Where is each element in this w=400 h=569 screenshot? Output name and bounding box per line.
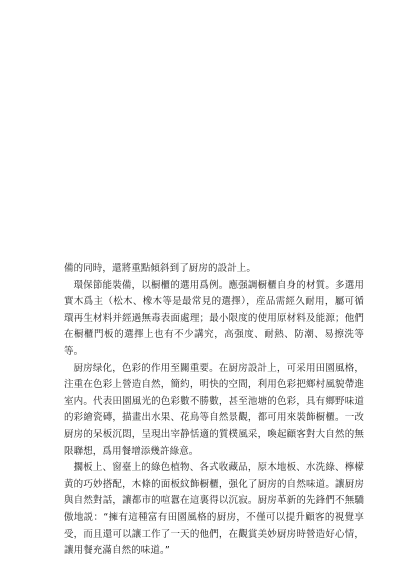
paragraph-kitchen-greening: 厨房绿化，色彩的作用至關重要。在厨房設計上，可采用田園風格，注重在色彩上營造自然，簡約，明快的空間，利用色彩把鄉村風貌帶進室内。代表田園風光的色彩數不勝數，甚至池塘的色彩，具有鄉野味道的彩繪瓷磚，描畫出水果、花鳥等自然景觀，都可用來裝飾橱櫃。一改厨房的呆板沉悶，呈現出宰静恬適的質樸風采，喚起顧客對大自然的無限聯想，爲用餐增添幾許綠意。: [64, 362, 364, 457]
paragraph-eco-cabinets: 環保節能裝備，以橱櫃的選用爲例。應强調橱櫃自身的材質。多選用實木爲主（松木、橡木等是最常見的選擇），産品需經久耐用，屬可循環再生材料并經過無毒表面處理；最小限度的使用原材料及能源；他們在橱櫃門板的選擇上也有不少講究，高强度、耐熱、防潮、易擦洗等等。: [64, 279, 364, 357]
paragraph-continuation: 備的同時，還將重點傾斜到了厨房的設計上。: [64, 263, 257, 274]
body-text: [64, 261, 364, 560]
paragraph-natural-flavor: 擱板上、窗臺上的綠色植物、各式收藏品，原木地板、水洗綠、檸檬黄的巧妙搭配，木條的面板紋飾橱櫃，强化了厨房的自然味道。讓厨房與自然對話，讓都市的喧囂在這裏得以沉寂。厨房革新的先鋒們不無驕傲地説：“擁有這種富有田園風格的厨房，不僅可以提升顧客的視覺享受，而且還可以讓工作了一天的他們，在觀賞美妙厨房時營造好心情，讓用餐充滿自然的味道。”: [64, 462, 364, 557]
